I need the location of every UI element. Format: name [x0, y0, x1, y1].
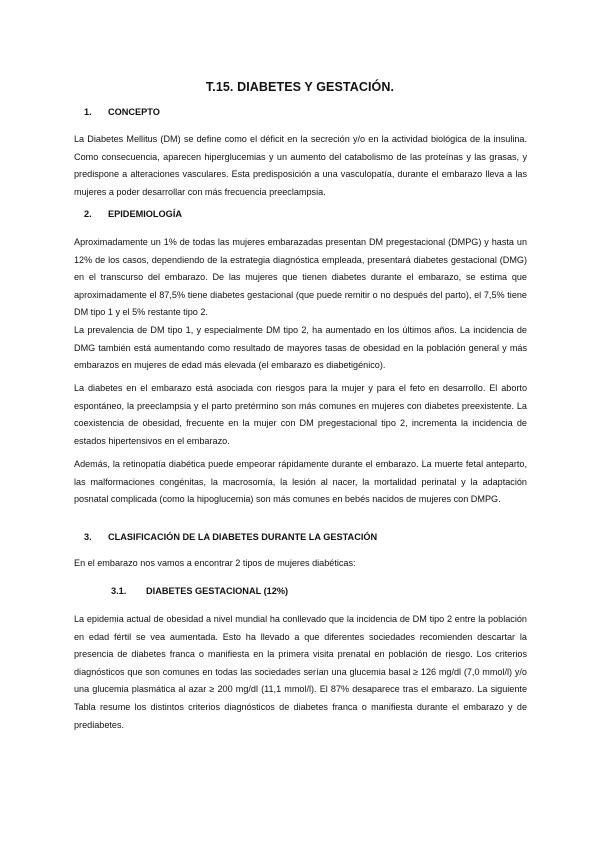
document-title: T.15. DIABETES Y GESTACIÓN. [205, 80, 395, 94]
paragraph-concepto: La Diabetes Mellitus (DM) se define como el déficit en la secreción y/o en la actividad biológica de la insulina. Como consecuencia, aparecen hiperglucemias y un aumento del catabolismo de las proteínas y las grasas, y predispone a alteraciones vasculares. Esta predisposición a una vasculopatía, durante el embarazo lleva a las mujeres a poder desarrollar con más frecuencia preeclampsia. [74, 134, 527, 197]
subsection-title: DIABETES GESTACIONAL (12%) [146, 586, 289, 596]
section-title: EPIDEMIOLOGÍA [108, 209, 183, 219]
paragraph-epidemiologia-1: Aproximadamente un 1% de todas las mujeres embarazadas presentan DM pregestacional (DMPG) y hasta un 12% de los casos, dependiendo de la estrategia diagnóstica empleada, presentará diabetes gestacional (DMG) en el transcurso del embarazo. De las mujeres que tienen diabetes durante el embarazo, se estima que aproximadamente el 87,5% tiene diabetes gestacional (que puede remitir o no después del parto), el 7,5% tiene DM tipo 1 y el 5% restante tipo 2. [74, 237, 527, 318]
section-number: 3. [84, 532, 92, 542]
section-title: CLASIFICACIÓN DE LA DIABETES DURANTE LA GESTACIÓN [108, 532, 378, 542]
paragraph-gestacional: La epidemia actual de obesidad a nivel mundial ha conllevado que la incidencia de DM tipo 2 entre la población en edad fértil se vea aumentada. Esto ha llevado a que diferentes sociedades recomienden descartar la presencia de diabetes franca o manifiesta en la primera visita prenatal en población de riesgo. Los criterios diagnósticos que son comunes en todas las sociedades serían una glucemia basal ≥ 126 mg/dl (7,0 mmol/l) y/o una glucemia plasmática al azar ≥ 200 mg/dl (11,1 mmol/l). El 87% desaparece tras el embarazo. La siguiente Tabla resume los distintos criterios diagnósticos de diabetes franca o manifiesta durante el embarazo y de prediabetes. [74, 614, 527, 730]
subsection-number: 3.1. [111, 586, 127, 596]
paragraph-clasificacion-intro: En el embarazo nos vamos a encontrar 2 tipos de mujeres diabéticas: [74, 558, 356, 568]
section-number: 1. [84, 107, 92, 117]
section-number: 2. [84, 209, 92, 219]
section-title: CONCEPTO [108, 107, 160, 117]
paragraph-epidemiologia-2: La prevalencia de DM tipo 1, y especialmente DM tipo 2, ha aumentado en los últimos años. La incidencia de DMG también está aumentando como resultado de mayores tasas de obesidad en la población general y más embarazos en mujeres de edad más elevada (el embarazo es diabetigénico). [74, 325, 527, 371]
paragraph-epidemiologia-4: Además, la retinopatía diabética puede empeorar rápidamente durante el embarazo. La muerte fetal anteparto, las malformaciones congénitas, la macrosomía, la lesión al nacer, la mortalidad perinatal y la adaptación posnatal complicada (como la hipoglucemia) son más comunes en bebés nacidos de mujeres con DMPG. [74, 459, 527, 505]
paragraph-epidemiologia-3: La diabetes en el embarazo está asociada con riesgos para la mujer y para el feto en desarrollo. El aborto espontáneo, la preeclampsia y el parto pretérmino son más comunes en mujeres con diabetes preexistente. La coexistencia de obesidad, frecuente en la mujer con DM pregestacional tipo 2, incrementa la incidencia de estados hipertensivos en el embarazo. [74, 383, 527, 446]
